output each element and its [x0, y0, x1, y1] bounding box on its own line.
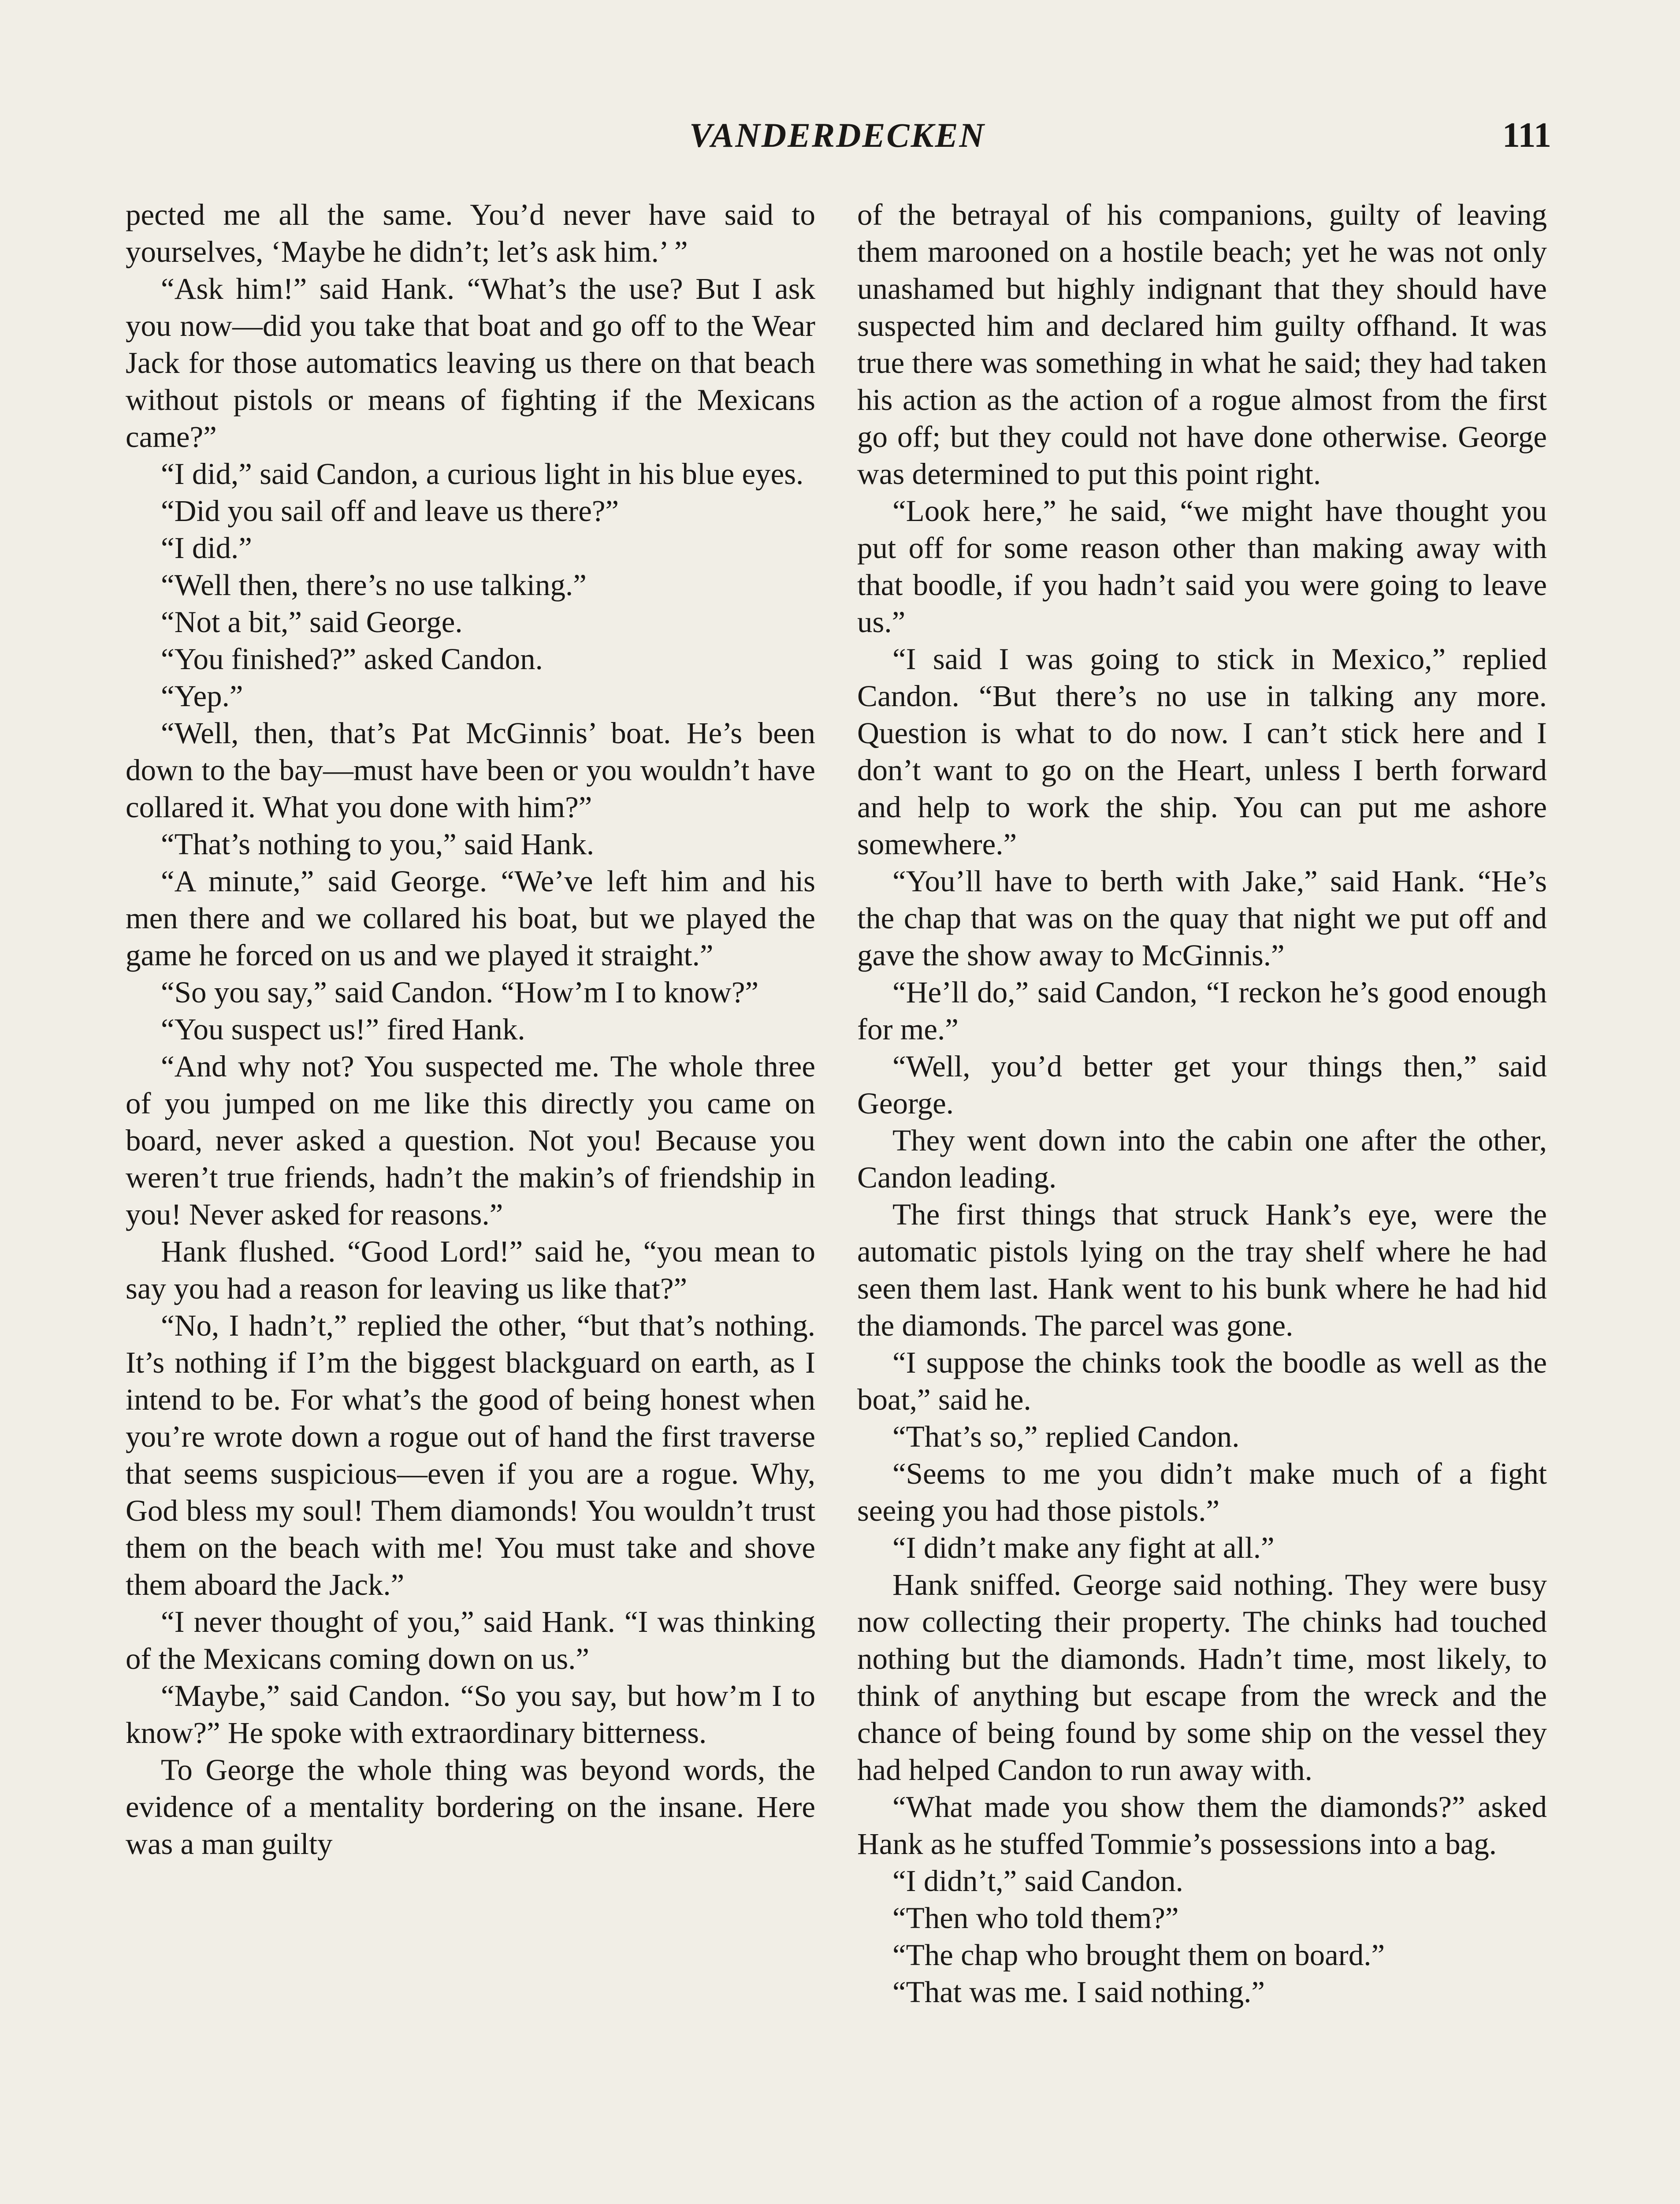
paragraph: “Then who told them?”	[892, 1901, 1179, 1935]
paragraph: “Well, then, that’s Pat McGinnis’ boat. He’s been down to the bay—must have been or you wouldn’t have collared it. What you done with him?”	[126, 716, 815, 824]
paragraph: “Ask him!” said Hank. “What’s the use? But I ask you now—did you take that boat and go off to the Wear Jack for those automatics leaving us there on that beach without pistols or means of fighting if the Mexicans came?”	[126, 272, 815, 454]
paragraph: pected me all the same. You’d never have said to yourselves, ‘Maybe he didn’t; let’s ask him.’ ”	[126, 198, 815, 268]
paragraph: “I said I was going to stick in Mexico,” replied Candon. “But there’s no use in talking any more. Question is what to do now. I can’t stick here and I don’t want to go on the Heart, unless I berth forward and help to work the ship. You can put me ashore somewhere.”	[857, 642, 1547, 861]
paragraph: “That’s nothing to you,” said Hank.	[161, 827, 595, 861]
left-column	[126, 196, 815, 1862]
paragraph: “Yep.”	[161, 679, 243, 713]
paragraph: “What made you show them the diamonds?” asked Hank as he stuffed Tommie’s possessions into a bag.	[857, 1790, 1547, 1861]
paragraph: Hank flushed. “Good Lord!” said he, “you mean to say you had a reason for leaving us like that?”	[126, 1235, 815, 1305]
paragraph: “He’ll do,” said Candon, “I reckon he’s good enough for me.”	[857, 975, 1547, 1046]
paragraph: “Not a bit,” said George.	[161, 605, 463, 639]
paragraph: of the betrayal of his companions, guilty of leaving them marooned on a hostile beach; yet he was not only unashamed but highly indignant that they should have suspected him and declared him guilty offhand. It was true there was something in what he said; they had taken his action as the action of a rogue almost from the first go off; but they could not have done otherwise. George was determined to put this point right.	[857, 198, 1547, 491]
paragraph: “I didn’t,” said Candon.	[892, 1864, 1183, 1898]
paragraph: “That was me. I said nothing.”	[892, 1975, 1265, 2009]
paragraph: “I suppose the chinks took the boodle as well as the boat,” said he.	[857, 1346, 1547, 1416]
paragraph: To George the whole thing was beyond words, the evidence of a mentality bordering on the insane. Here was a man guilty	[126, 1753, 815, 1861]
paragraph: “Seems to me you didn’t make much of a fight seeing you had those pistols.”	[857, 1457, 1547, 1527]
page-header	[123, 115, 1551, 164]
paragraph: They went down into the cabin one after the other, Candon leading.	[857, 1124, 1547, 1194]
paragraph: “Look here,” he said, “we might have thought you put off for some reason other than making away with that boodle, if you hadn’t said you were going to leave us.”	[857, 494, 1547, 639]
paragraph: “So you say,” said Candon. “How’m I to know?”	[161, 975, 759, 1009]
paragraph: “The chap who brought them on board.”	[892, 1938, 1385, 1972]
paragraph: “And why not? You suspected me. The whole three of you jumped on me like this directly you came on board, never asked a question. Not you! Because you weren’t true friends, hadn’t the makin’s of friendship in you! Never asked for reasons.”	[126, 1050, 815, 1231]
paragraph: “I did,” said Candon, a curious light in his blue eyes.	[161, 457, 804, 491]
paragraph: “You’ll have to berth with Jake,” said Hank. “He’s the chap that was on the quay that night we put off and gave the show away to McGinnis.”	[857, 864, 1547, 972]
running-title: VANDERDECKEN	[689, 116, 985, 154]
paragraph: “Did you sail off and leave us there?”	[161, 494, 619, 528]
paragraph: “Well, you’d better get your things then,” said George.	[857, 1050, 1547, 1120]
page-number: 111	[1502, 116, 1551, 155]
paragraph: “Maybe,” said Candon. “So you say, but how’m I to know?” He spoke with extraordinary bitterness.	[126, 1679, 815, 1750]
paragraph: Hank sniffed. George said nothing. They were busy now collecting their property. The chinks had touched nothing but the diamonds. Hadn’t time, most likely, to think of anything but escape from the wreck and the chance of being found by some ship on the vessel they had helped Candon to run away with.	[857, 1568, 1547, 1787]
paragraph: “A minute,” said George. “We’ve left him and his men there and we collared his boat, but we played the game he forced on us and we played it straight.”	[126, 864, 815, 972]
paragraph: “Well then, there’s no use talking.”	[161, 568, 587, 602]
paragraph: “I never thought of you,” said Hank. “I was thinking of the Mexicans coming down on us.”	[126, 1605, 815, 1675]
paragraph: “You suspect us!” fired Hank.	[161, 1013, 525, 1046]
paragraph: “I didn’t make any fight at all.”	[892, 1531, 1275, 1564]
paragraph: “You finished?” asked Candon.	[161, 642, 543, 676]
paragraph: “I did.”	[161, 531, 252, 565]
paragraph: The first things that struck Hank’s eye, were the automatic pistols lying on the tray shelf where he had seen them last. Hank went to his bunk where he had hid the diamonds. The parcel was gone.	[857, 1198, 1547, 1342]
paragraph: “No, I hadn’t,” replied the other, “but that’s nothing. It’s nothing if I’m the biggest blackguard on earth, as I intend to be. For what’s the good of being honest when you’re wrote down a rogue out of hand the first traverse that seems suspicious—even if you are a rogue. Why, God bless my soul! Them diamonds! You wouldn’t trust them on the beach with me! You must take and shove them aboard the Jack.”	[126, 1309, 815, 1601]
paragraph: “That’s so,” replied Candon.	[892, 1420, 1240, 1453]
right-column	[857, 196, 1547, 2010]
